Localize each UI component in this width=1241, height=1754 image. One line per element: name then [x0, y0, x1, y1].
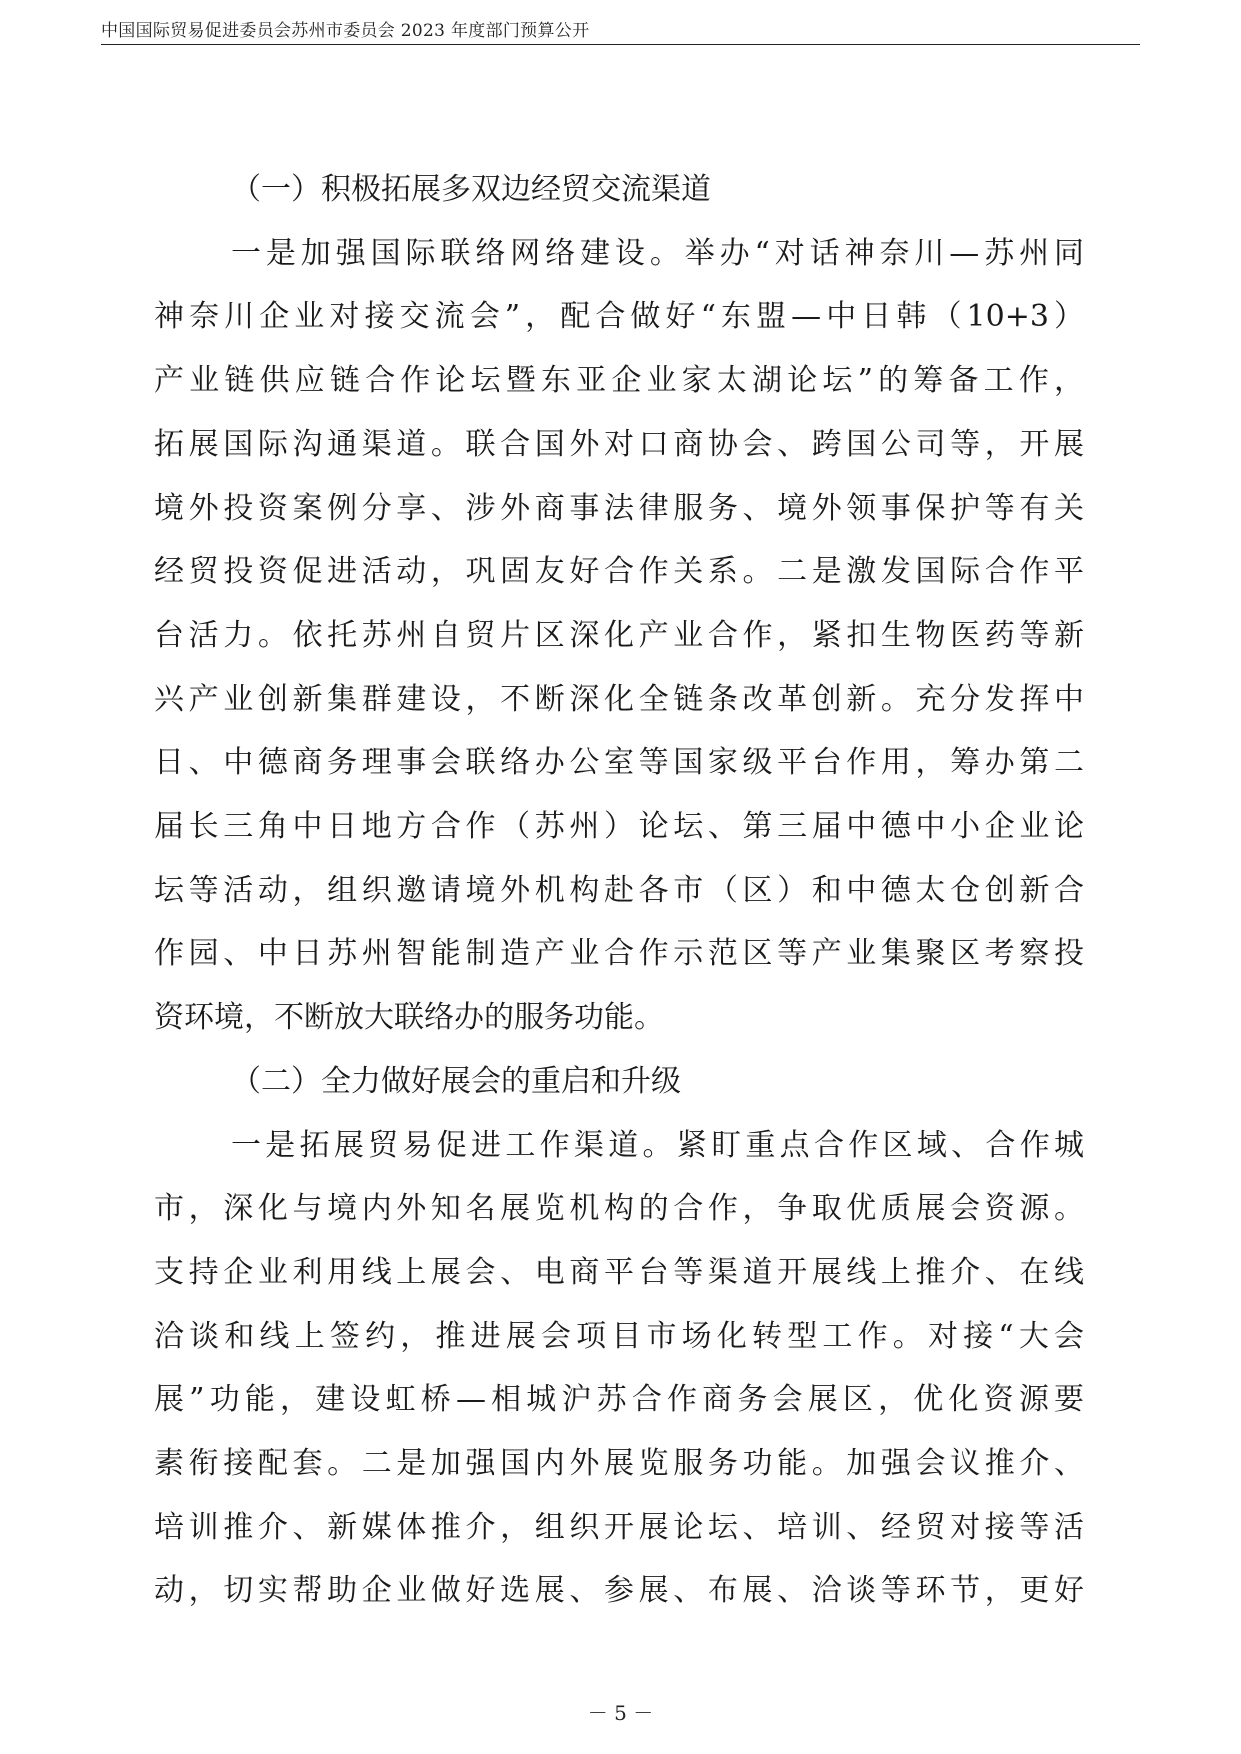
paragraph-line: 支持企业利用线上展会、电商平台等渠道开展线上推介、在线: [154, 1254, 1084, 1290]
paragraph-line: 一是拓展贸易促进工作渠道。紧盯重点合作区域、合作城: [231, 1127, 1084, 1163]
paragraph-line: 台活力。依托苏州自贸片区深化产业合作，紧扣生物医药等新: [154, 617, 1084, 653]
paragraph-line: 境外投资案例分享、涉外商事法律服务、境外领事保护等有关: [154, 490, 1084, 526]
paragraph-line: 作园、中日苏州智能制造产业合作示范区等产业集聚区考察投: [154, 936, 1084, 972]
page-number: － 5 －: [587, 1701, 654, 1725]
section-heading-2: （二）全力做好展会的重启和升级: [231, 1063, 681, 1099]
paragraph-line: 市，深化与境内外知名展览机构的合作，争取优质展会资源。: [154, 1191, 1084, 1227]
paragraph-line: 拓展国际沟通渠道。联合国外对口商协会、跨国公司等，开展: [154, 426, 1084, 462]
paragraph-line: 动，切实帮助企业做好选展、参展、布展、洽谈等环节，更好: [154, 1573, 1084, 1609]
paragraph-line: 日、中德商务理事会联络办公室等国家级平台作用，筹办第二: [154, 745, 1084, 781]
paragraph-line: 素衔接配套。二是加强国内外展览服务功能。加强会议推介、: [154, 1446, 1084, 1482]
paragraph-line: 产业链供应链合作论坛暨东亚企业家太湖论坛”的筹备工作，: [154, 363, 1084, 399]
paragraph-line: 届长三角中日地方合作（苏州）论坛、第三届中德中小企业论: [154, 809, 1084, 845]
section-heading-1: （一）积极拓展多双边经贸交流渠道: [231, 172, 711, 207]
paragraph-line: 展”功能，建设虹桥—相城沪苏合作商务会展区，优化资源要: [154, 1382, 1084, 1418]
paragraph-line: 资环境，不断放大联络办的服务功能。: [154, 1000, 664, 1036]
paragraph-line: 神奈川企业对接交流会”，配合做好“东盟—中日韩（10+3）: [154, 299, 1084, 335]
running-header: 中国国际贸易促进委员会苏州市委员会 2023 年度部门预算公开: [101, 21, 590, 41]
paragraph-line: 经贸投资促进活动，巩固友好合作关系。二是激发国际合作平: [154, 554, 1084, 590]
paragraph-line: 培训推介、新媒体推介，组织开展论坛、培训、经贸对接等活: [154, 1509, 1084, 1545]
paragraph-line: 坛等活动，组织邀请境外机构赴各市（区）和中德太仓创新合: [154, 872, 1084, 908]
paragraph-line: 洽谈和线上签约，推进展会项目市场化转型工作。对接“大会: [154, 1318, 1084, 1354]
paragraph-line: 一是加强国际联络网络建设。举办“对话神奈川—苏州同: [231, 235, 1084, 271]
body-text: [154, 158, 1084, 1623]
header-rule: [101, 44, 1140, 45]
paragraph-line: 兴产业创新集群建设，不断深化全链条改革创新。充分发挥中: [154, 681, 1084, 717]
